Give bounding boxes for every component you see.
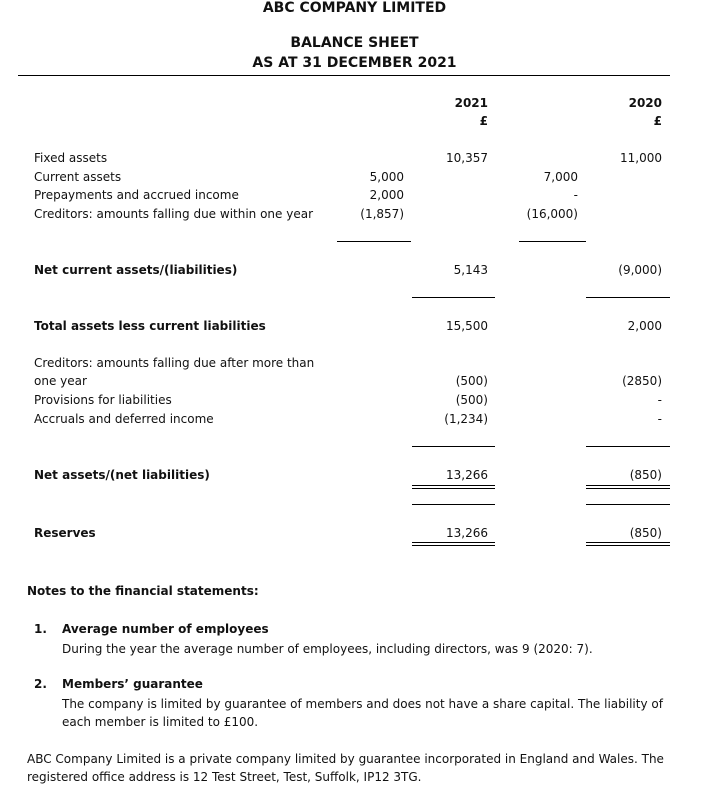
- total-rule: [586, 446, 670, 447]
- subtotal-rule: [337, 241, 411, 242]
- column-year-2020: 2020: [628, 96, 662, 110]
- header-divider: [18, 75, 670, 76]
- double-rule: [586, 485, 670, 489]
- prepayments-2021: 2,000: [369, 188, 404, 202]
- creditors-within-2020: (16,000): [526, 207, 578, 221]
- note-2-title: Members’ guarantee: [62, 677, 203, 691]
- creditors-after-2021: (500): [455, 374, 488, 388]
- prepayments-label: Prepayments and accrued income: [34, 188, 239, 202]
- creditors-after-2020: (2850): [622, 374, 662, 388]
- total-assets-less-2020: 2,000: [627, 319, 662, 333]
- column-year-2021: 2021: [454, 96, 488, 110]
- subtotal-rule: [519, 241, 586, 242]
- total-rule: [412, 446, 495, 447]
- reserves-label: Reserves: [34, 526, 96, 540]
- double-rule: [412, 485, 495, 489]
- creditors-after-label: Creditors: amounts falling due after more than: [34, 356, 315, 370]
- total-rule: [412, 504, 495, 505]
- double-rule: [586, 542, 670, 546]
- net-assets-2020: (850): [629, 468, 662, 482]
- note-1-text: During the year the average number of employees, including directors, was 9 (2020: 7).: [62, 642, 593, 656]
- accruals-label: Accruals and deferred income: [34, 412, 214, 426]
- net-current-assets-2020: (9,000): [618, 263, 662, 277]
- accruals-2021: (1,234): [444, 412, 488, 426]
- note-2-number: 2.: [34, 677, 47, 691]
- fixed-assets-label: Fixed assets: [34, 151, 108, 165]
- net-current-assets-2021: 5,143: [453, 263, 488, 277]
- total-rule: [412, 297, 495, 298]
- company-footer: ABC Company Limited is a private company limited by guarantee incorporated in England and Wales. The registered office address is 12 Test Street, Test, Suffolk, IP12 3TG.: [27, 752, 664, 784]
- total-assets-less-label: Total assets less current liabilities: [34, 319, 266, 333]
- current-assets-label: Current assets: [34, 170, 122, 184]
- reserves-2021: 13,266: [446, 526, 488, 540]
- note-2-text: The company is limited by guarantee of members and does not have a share capital. The liability of each member is limited to £100.: [62, 697, 663, 729]
- net-current-assets-label: Net current assets/(liabilities): [34, 263, 238, 277]
- fixed-assets-2021: 10,357: [446, 151, 488, 165]
- creditors-after-label-cont: one year: [34, 374, 87, 388]
- total-assets-less-2021: 15,500: [446, 319, 488, 333]
- current-assets-2021: 5,000: [369, 170, 404, 184]
- provisions-2020: -: [657, 393, 662, 407]
- company-name: ABC COMPANY LIMITED: [262, 0, 447, 16]
- provisions-2021: (500): [455, 393, 488, 407]
- reserves-2020: (850): [629, 526, 662, 540]
- notes-heading: Notes to the financial statements:: [27, 584, 259, 598]
- accruals-2020: -: [657, 412, 662, 426]
- column-currency-2021: £: [479, 114, 488, 128]
- total-rule: [586, 297, 670, 298]
- column-currency-2020: £: [653, 114, 662, 128]
- note-1-title: Average number of employees: [62, 622, 269, 636]
- net-assets-label: Net assets/(net liabilities): [34, 468, 210, 482]
- total-rule: [586, 504, 670, 505]
- double-rule: [412, 542, 495, 546]
- document-title: BALANCE SHEET: [290, 35, 419, 51]
- creditors-within-label: Creditors: amounts falling due within one year: [34, 207, 314, 221]
- note-1-number: 1.: [34, 622, 47, 636]
- prepayments-2020: -: [573, 188, 578, 202]
- current-assets-2020: 7,000: [543, 170, 578, 184]
- net-assets-2021: 13,266: [446, 468, 488, 482]
- fixed-assets-2020: 11,000: [620, 151, 662, 165]
- creditors-within-2021: (1,857): [360, 207, 404, 221]
- provisions-label: Provisions for liabilities: [34, 393, 172, 407]
- document-date: AS AT 31 DECEMBER 2021: [252, 55, 457, 71]
